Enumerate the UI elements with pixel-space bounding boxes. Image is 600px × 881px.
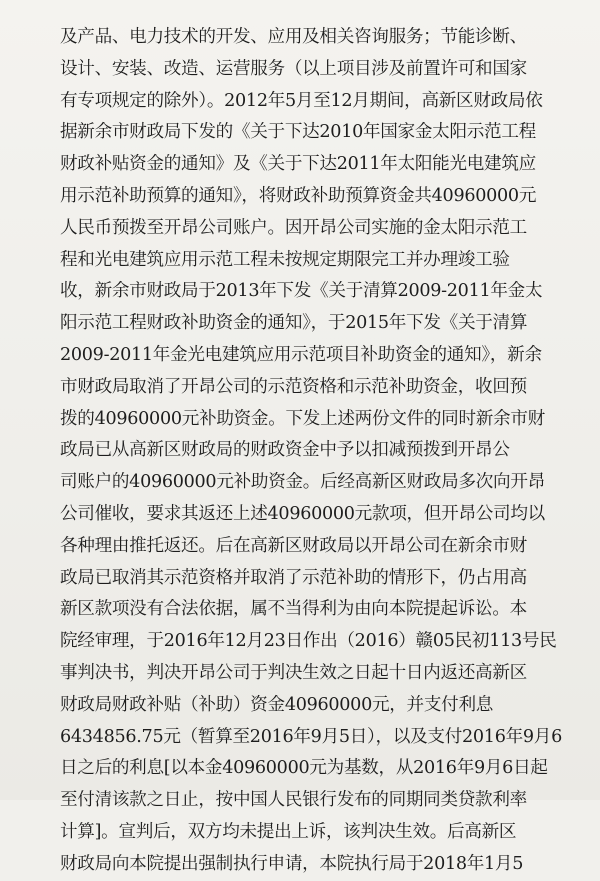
text-line: 阳示范工程财政补助资金的通知》，于2015年下发《关于清算 bbox=[60, 313, 528, 334]
text-line: 院经审理，于2016年12月23日作出（2016）赣05民初113号民 bbox=[60, 631, 557, 652]
text-line: 用示范补助预算的通知》，将财政补助预算资金共40960000元 bbox=[60, 185, 537, 206]
text-line: 司账户的40960000元补助资金。后经高新区财政局多次向开昂 bbox=[60, 472, 545, 493]
text-line: 财政补贴资金的通知》及《关于下达2011年太阳能光电建筑应 bbox=[60, 154, 536, 175]
text-line: 及产品、电力技术的开发、应用及相关咨询服务；节能诊断、 bbox=[60, 27, 527, 47]
text-line: 政局已从高新区财政局的财政资金中予以扣减预拨到开昂公 bbox=[60, 440, 510, 461]
text-line: 收，新余市财政局于2013年下发《关于清算2009-2011年金太 bbox=[60, 281, 543, 302]
text-line: 设计、安装、改造、运营服务（以上项目涉及前置许可和国家 bbox=[60, 58, 527, 79]
text-line: 有专项规定的除外）。2012年5月至12月期间，高新区财政局依 bbox=[60, 90, 543, 111]
text-line: 事判决书，判决开昂公司于判决生效之日起十日内返还高新区 bbox=[60, 662, 527, 683]
text-line: 财政局向本院提出强制执行申请，本院执行局于2018年1月5 bbox=[60, 853, 524, 874]
text-line: 6434856.75元（暂算至2016年9月5日），以及支付2016年9月6 bbox=[60, 726, 562, 747]
text-line: 公司催收，要求其返还上述40960000元款项，但开昂公司均以 bbox=[60, 503, 545, 524]
text-line: 至付清该款之日止，按中国人民银行发布的同期同类贷款利率 bbox=[60, 790, 527, 811]
text-line: 新区款项没有合法依据，属不当得利为由向本院提起诉讼。本 bbox=[60, 599, 527, 620]
text-line: 市财政局取消了开昂公司的示范资格和示范补助资金，收回预 bbox=[60, 376, 527, 397]
text-line: 日之后的利息[以本金40960000元为基数，从2016年9月6日起 bbox=[60, 758, 548, 779]
text-line: 2009-2011年金光电建筑应用示范项目补助资金的通知》，新余 bbox=[60, 344, 542, 365]
text-line: 财政局财政补贴（补助）资金40960000元，并支付利息 bbox=[60, 694, 494, 715]
text-line: 计算]。宣判后，双方均未提出上诉，该判决生效。后高新区 bbox=[60, 821, 517, 842]
text-line: 各种理由推托返还。后在高新区财政局以开昂公司在新余市财 bbox=[60, 535, 527, 556]
text-line: 拨的40960000元补助资金。下发上述两份文件的同时新余市财 bbox=[60, 408, 545, 429]
text-line: 人民币预拨至开昂公司账户。因开昂公司实施的金太阳示范工 bbox=[60, 217, 527, 238]
document-body bbox=[60, 22, 562, 881]
text-line: 据新余市财政局下发的《关于下达2010年国家金太阳示范工程 bbox=[60, 122, 536, 143]
text-line: 政局已取消其示范资格并取消了示范补助的情形下，仍占用高 bbox=[60, 567, 527, 588]
text-line: 程和光电建筑应用示范工程未按规定期限完工并办理竣工验 bbox=[60, 249, 510, 270]
